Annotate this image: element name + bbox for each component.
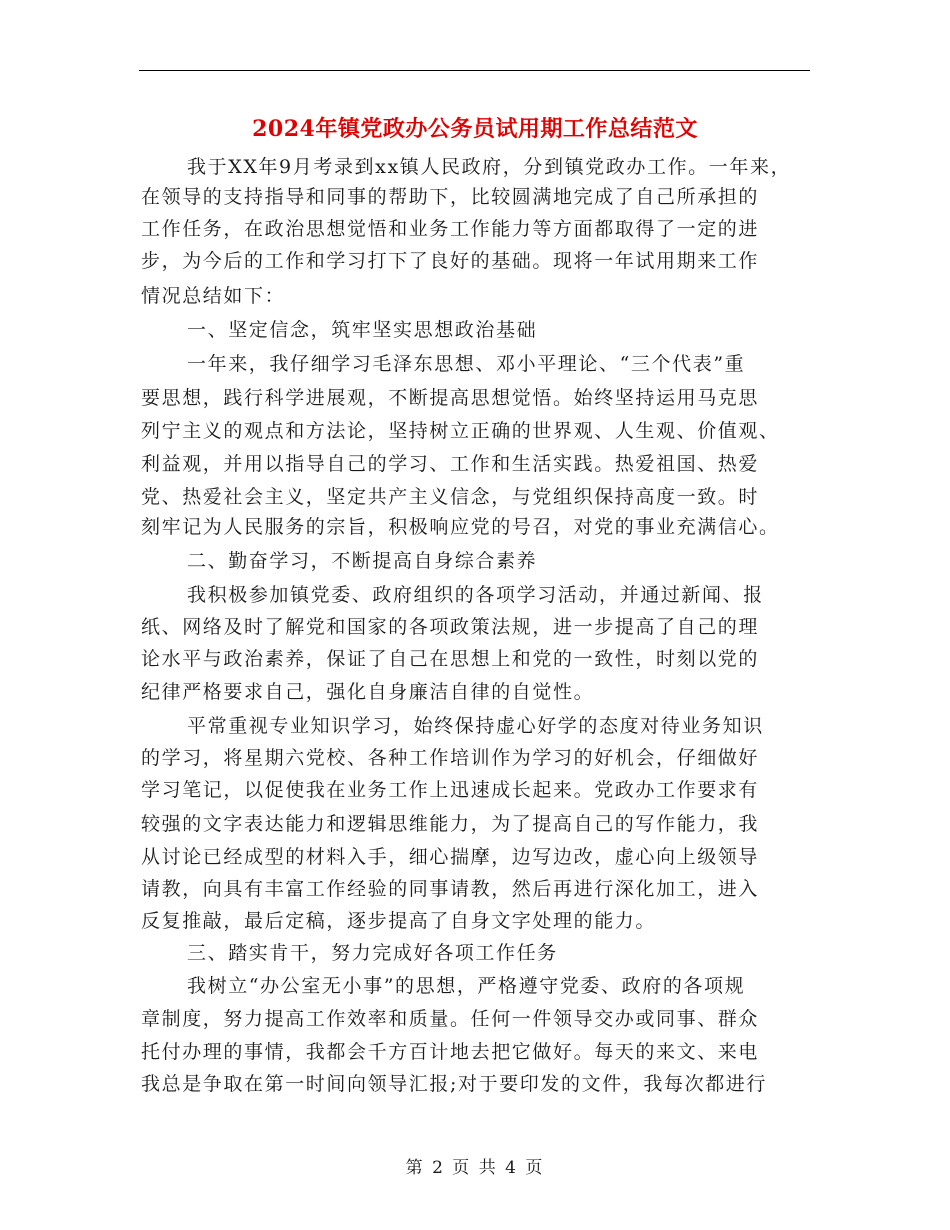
body-line: 从讨论已经成型的材料入手，细心揣摩，边写边改，虚心向上级领导	[141, 846, 760, 868]
body-line: 我于XX年9月考录到xx镇人民政府，分到镇党政办工作。一年来，	[187, 156, 792, 178]
body-line: 列宁主义的观点和方法论，坚持树立正确的世界观、人生观、价值观、	[141, 420, 780, 442]
body-line: 章制度，努力提高工作效率和质量。任何一件领导交办或同事、群众	[141, 1008, 760, 1030]
body-line: 情况总结如下：	[141, 285, 286, 307]
body-line: 我积极参加镇党委、政府组织的各项学习活动，并通过新闻、报	[187, 584, 764, 606]
body-line: 反复推敲，最后定稿，逐步提高了自身文字处理的能力。	[141, 910, 657, 932]
section-heading: 一、坚定信念，筑牢坚实思想政治基础	[187, 319, 538, 341]
body-line: 党、热爱社会主义，坚定共产主义信念，与党组织保持高度一致。时	[141, 486, 760, 508]
body-line: 平常重视专业知识学习，始终保持虚心好学的态度对待业务知识	[187, 715, 764, 737]
document-title: 2024年镇党政办公务员试用期工作总结范文	[252, 116, 698, 142]
section-heading: 二、勤奋学习，不断提高自身综合素养	[187, 550, 538, 572]
section-heading: 三、踏实肯干，努力完成好各项工作任务	[187, 942, 558, 964]
body-line: 托付办理的事情，我都会千方百计地去把它做好。每天的来文、来电	[141, 1041, 760, 1063]
body-line: 我总是争取在第一时间向领导汇报;对于要印发的文件，我每次都进行	[141, 1073, 768, 1095]
body-line: 要思想，践行科学进展观，不断提高思想觉悟。始终坚持运用马克思	[141, 387, 760, 409]
body-line: 较强的文字表达能力和逻辑思维能力，为了提高自己的写作能力，我	[141, 813, 760, 835]
body-line: 在领导的支持指导和同事的帮助下，比较圆满地完成了自己所承担的	[141, 186, 760, 208]
body-line: 利益观，并用以指导自己的学习、工作和生活实践。热爱祖国、热爱	[141, 453, 760, 475]
body-line: 的学习，将星期六党校、各种工作培训作为学习的好机会，仔细做好	[141, 747, 760, 769]
body-line: 一年来，我仔细学习毛泽东思想、邓小平理论、“三个代表”重	[187, 353, 746, 375]
body-line: 论水平与政治素养，保证了自己在思想上和党的一致性，时刻以党的	[141, 648, 760, 670]
body-line: 纪律严格要求自己，强化自身廉洁自律的自觉性。	[141, 681, 595, 703]
body-line: 工作任务，在政治思想觉悟和业务工作能力等方面都取得了一定的进	[141, 218, 760, 240]
page-number-footer: 第 2 页 共 4 页	[405, 1158, 545, 1178]
body-line: 步，为今后的工作和学习打下了良好的基础。现将一年试用期来工作	[141, 250, 760, 272]
body-line: 纸、网络及时了解党和国家的各项政策法规，进一步提高了自己的理	[141, 616, 760, 638]
body-line: 请教，向具有丰富工作经验的同事请教，然后再进行深化加工，进入	[141, 878, 760, 900]
body-line: 刻牢记为人民服务的宗旨，积极响应党的号召，对党的事业充满信心。	[141, 516, 780, 538]
body-line: 我树立“办公室无小事”的思想，严格遵守党委、政府的各项规	[187, 975, 746, 997]
body-line: 学习笔记，以促使我在业务工作上迅速成长起来。党政办工作要求有	[141, 779, 760, 801]
header-rule	[139, 70, 810, 71]
